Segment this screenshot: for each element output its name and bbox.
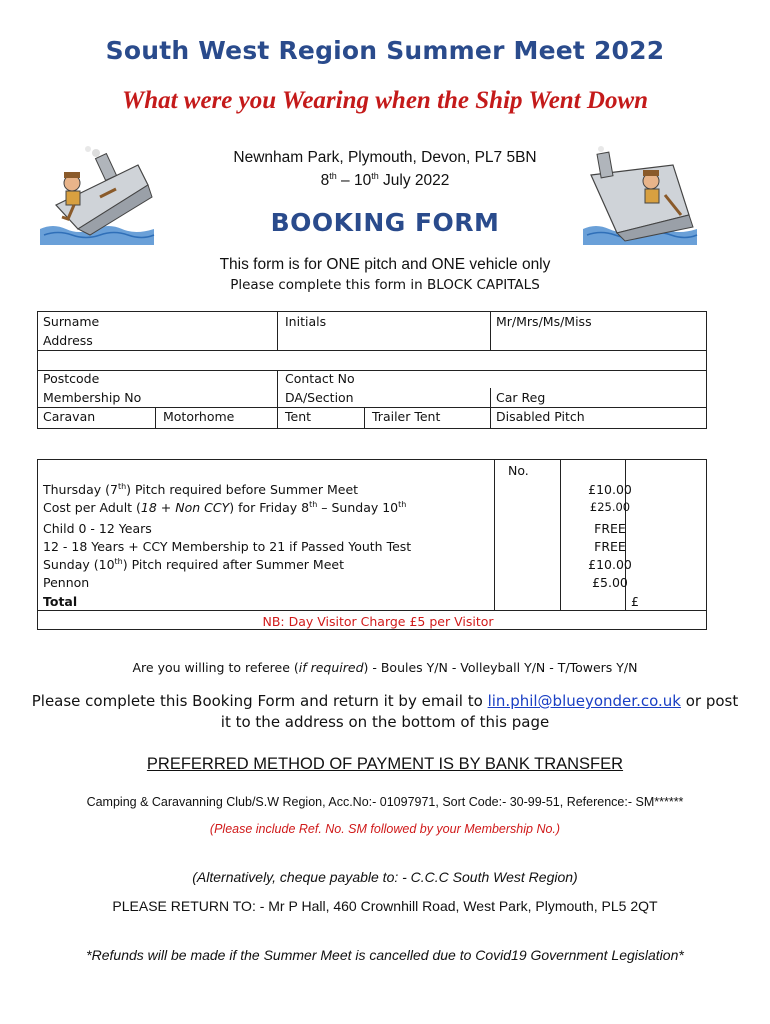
refunds-note: *Refunds will be made if the Summer Meet is cancelled due to Covid19 Government Legislation* xyxy=(86,947,684,963)
caravan-field[interactable]: Caravan xyxy=(43,409,96,424)
price-cell: £5.00 xyxy=(592,575,628,590)
page-title: South West Region Summer Meet 2022 xyxy=(105,36,665,65)
return-address: PLEASE RETURN TO: - Mr P Hall, 460 Crownhill Road, West Park, Plymouth, PL5 2QT xyxy=(112,898,658,914)
price-cell: FREE xyxy=(594,539,626,554)
return-instructions: Please complete this Booking Form and return it by email to lin.phil@blueyonder.co.uk or post xyxy=(31,692,739,710)
surname-field[interactable]: Surname xyxy=(43,314,100,329)
block-capitals-note: Please complete this form in BLOCK CAPITALS xyxy=(230,277,540,293)
motorhome-field[interactable]: Motorhome xyxy=(163,409,235,424)
sinking-ship-icon xyxy=(38,145,156,245)
event-theme: What were you Wearing when the Ship Went Down xyxy=(121,87,649,114)
address-field[interactable]: Address xyxy=(43,333,93,348)
cheque-note: (Alternatively, cheque payable to: - C.C.C South West Region) xyxy=(192,869,578,885)
da-section-field[interactable]: DA/Section xyxy=(285,390,354,405)
initials-field[interactable]: Initials xyxy=(285,314,327,329)
trailer-tent-field[interactable]: Trailer Tent xyxy=(372,409,441,424)
referee-question: Are you willing to referee (if required) - Boules Y/N - Volleyball Y/N - T/Towers Y/N xyxy=(132,660,638,675)
contact-no-field[interactable]: Contact No xyxy=(285,371,355,386)
table-row: Cost per Adult (18 + Non CCY) for Friday 8th – Sunday 10th xyxy=(43,500,407,516)
booking-form-heading: BOOKING FORM xyxy=(270,208,500,237)
car-reg-field[interactable]: Car Reg xyxy=(496,390,546,405)
table-row: Sunday (10th) Pitch required after Summer Meet xyxy=(43,557,344,573)
venue-address: Newnham Park, Plymouth, Devon, PL7 5BN xyxy=(233,149,537,166)
event-dates: 8th – 10th July 2022 xyxy=(320,171,450,190)
number-column-header: No. xyxy=(508,463,529,478)
price-cell: £10.00 xyxy=(588,557,632,572)
total-label: Total xyxy=(43,594,78,609)
table-row: Pennon xyxy=(43,575,90,590)
table-row: Thursday (7th) Pitch required before Summer Meet xyxy=(43,482,359,498)
price-cell: FREE xyxy=(594,521,626,536)
table-row: Child 0 - 12 Years xyxy=(43,521,152,536)
price-cell: £10.00 xyxy=(588,482,632,497)
title-field[interactable]: Mr/Mrs/Ms/Miss xyxy=(496,314,592,329)
payment-heading: PREFERRED METHOD OF PAYMENT IS BY BANK TRANSFER xyxy=(146,755,624,773)
postcode-field[interactable]: Postcode xyxy=(43,371,100,386)
email-link[interactable]: lin.phil@blueyonder.co.uk xyxy=(487,692,681,710)
sinking-ship-icon xyxy=(581,145,699,245)
membership-no-field[interactable]: Membership No xyxy=(43,390,142,405)
reference-note: (Please include Ref. No. SM followed by your Membership No.) xyxy=(209,822,561,836)
table-row: 12 - 18 Years + CCY Membership to 21 if Passed Youth Test xyxy=(43,539,412,554)
tent-field[interactable]: Tent xyxy=(285,409,312,424)
day-visitor-note: NB: Day Visitor Charge £5 per Visitor xyxy=(262,614,494,629)
total-currency: £ xyxy=(631,594,639,609)
pitch-note: This form is for ONE pitch and ONE vehicle only xyxy=(219,256,551,273)
price-cell: £25.00 xyxy=(589,500,631,514)
return-instructions-line2: it to the address on the bottom of this page xyxy=(220,713,550,731)
member-details-form xyxy=(37,311,707,429)
disabled-pitch-field[interactable]: Disabled Pitch xyxy=(496,409,585,424)
bank-details: Camping & Caravanning Club/S.W Region, Acc.No:- 01097971, Sort Code:- 30-99-51, Reference:- SM****** xyxy=(86,795,684,809)
prices-table xyxy=(37,459,707,630)
